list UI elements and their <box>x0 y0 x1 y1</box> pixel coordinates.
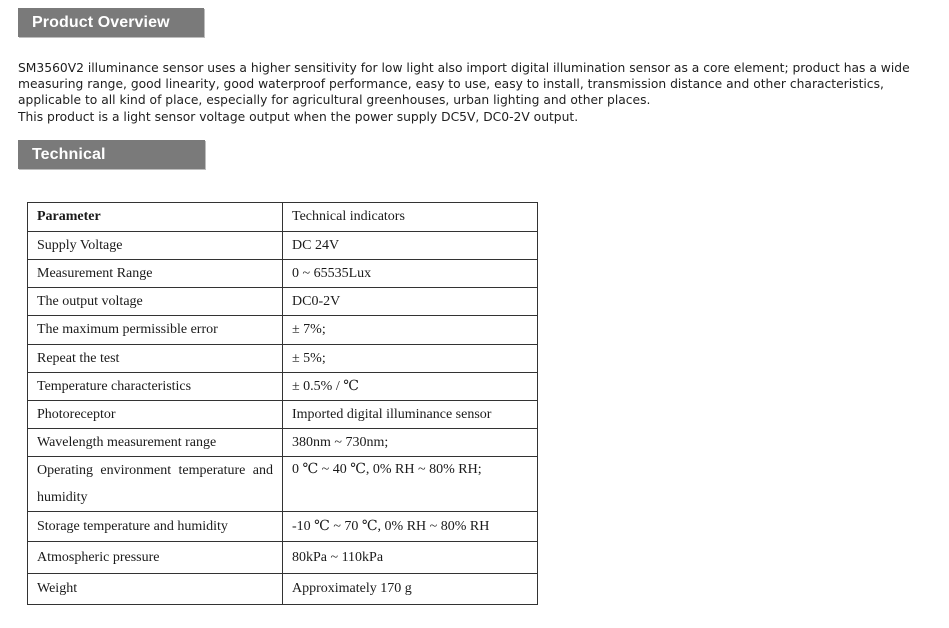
value-cell: 0 ℃ ~ 40 ℃, 0% RH ~ 80% RH; <box>283 457 538 512</box>
param-cell: Atmospheric pressure <box>28 542 283 574</box>
value-cell: -10 ℃ ~ 70 ℃, 0% RH ~ 80% RH <box>283 512 538 542</box>
value-cell: 0 ~ 65535Lux <box>283 260 538 288</box>
value-cell: Imported digital illuminance sensor <box>283 401 538 429</box>
param-cell: Repeat the test <box>28 345 283 373</box>
table-row <box>28 574 538 605</box>
table-row <box>28 457 538 512</box>
technical-parameters-table <box>27 202 538 605</box>
table-row <box>28 401 538 429</box>
header-technical-indicators: Technical indicators <box>283 203 538 232</box>
param-cell: Wavelength measurement range <box>28 429 283 457</box>
description-paragraph-1: SM3560V2 illuminance sensor uses a higher sensitivity for low light also import digital illumination sensor as a core element; product has a wide measuring range, good linearity, good waterproof performance, easy to use, easy to install, transmission distance and other characteristics, applicable to all kind of place, especially for agricultural greenhouses, urban lighting and other places. <box>18 61 910 108</box>
param-cell: Operating environment temperature and humidity <box>28 457 283 512</box>
param-cell: Photoreceptor <box>28 401 283 429</box>
param-cell: Measurement Range <box>28 260 283 288</box>
param-cell: Storage temperature and humidity <box>28 512 283 542</box>
table-row <box>28 373 538 401</box>
description-paragraph-2: This product is a light sensor voltage output when the power supply DC5V, DC0-2V output. <box>18 109 579 124</box>
value-cell: 380nm ~ 730nm; <box>283 429 538 457</box>
table-row <box>28 542 538 574</box>
table-row <box>28 232 538 260</box>
table-header-row <box>28 203 538 232</box>
value-cell: Approximately 170 g <box>283 574 538 605</box>
value-cell: ± 5%; <box>283 345 538 373</box>
value-cell: DC 24V <box>283 232 538 260</box>
value-cell: ± 7%; <box>283 316 538 345</box>
param-cell: The maximum permissible error <box>28 316 283 345</box>
table-row <box>28 288 538 316</box>
table-row <box>28 316 538 345</box>
product-description <box>18 60 938 125</box>
table-row <box>28 429 538 457</box>
table-row <box>28 260 538 288</box>
header-parameter: Parameter <box>28 203 283 232</box>
table-row <box>28 512 538 542</box>
param-cell: Temperature characteristics <box>28 373 283 401</box>
param-cell: Supply Voltage <box>28 232 283 260</box>
technical-parameters-heading: Technical Parameters <box>18 140 205 169</box>
value-cell: ± 0.5% / ℃ <box>283 373 538 401</box>
product-overview-heading: Product Overview <box>18 8 204 37</box>
param-cell: The output voltage <box>28 288 283 316</box>
value-cell: DC0-2V <box>283 288 538 316</box>
param-cell: Weight <box>28 574 283 605</box>
table-row <box>28 345 538 373</box>
value-cell: 80kPa ~ 110kPa <box>283 542 538 574</box>
